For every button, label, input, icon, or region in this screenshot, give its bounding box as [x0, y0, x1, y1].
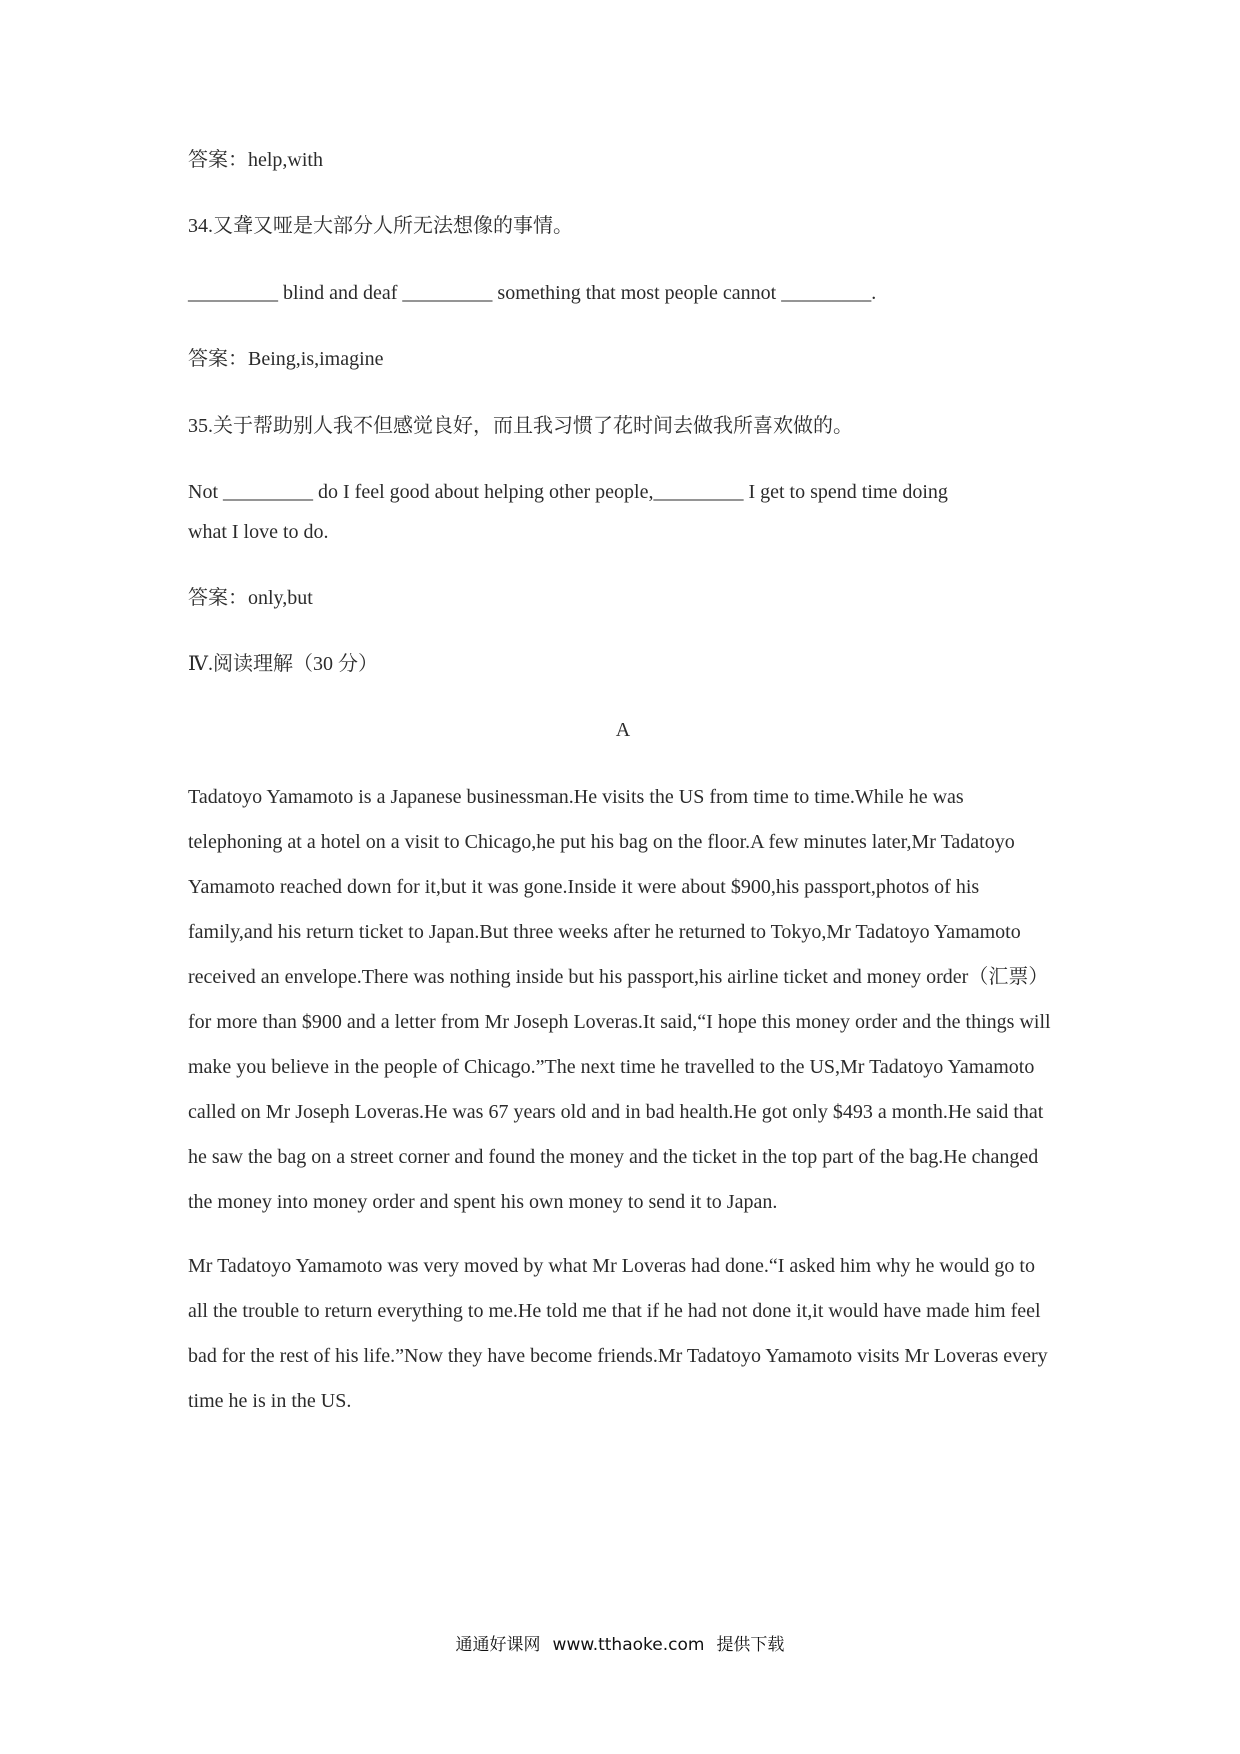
answer-34: 答案：Being,is,imagine — [188, 348, 384, 370]
footer-url: www.tthaoke.com — [552, 1635, 705, 1655]
answer-35: 答案：only,but — [188, 587, 313, 609]
document-page — [188, 0, 1058, 1754]
page-footer — [0, 1630, 1240, 1655]
question-35-chinese: 35.关于帮助别人我不但感觉良好，而且我习惯了花时间去做我所喜欢做的。 — [188, 415, 853, 437]
question-35-english-line-1: Not _________ do I feel good about helping other people,_________ I get to spend time doing — [188, 481, 948, 503]
question-34-english: _________ blind and deaf _________ something that most people cannot _________. — [188, 282, 877, 304]
passage-paragraph-1: Tadatoyo Yamamoto is a Japanese businessman.He visits the US from time to time.While he was telephoning at a hotel on a visit to Chicago,he put his bag on the floor.A few minutes later,Mr Tadatoyo Yamamoto reached down for it,but it was gone.Inside it were about $900,his passport,photos of his family,and his return ticket to Japan.But three weeks after he returned to Tokyo,Mr Tadatoyo Yamamoto received an envelope.There was nothing inside but his passport,his airline ticket and money order（汇票） for more than $900 and a letter from Mr Joseph Loveras.It said,“I hope this money order and the things will make you believe in the people of Chicago.”The next time he travelled to the US,Mr Tadatoyo Yamamoto called on Mr Joseph Loveras.He was 67 years old and in bad health.He got only $493 a month.He said that he saw the bag on a street corner and found the money and the ticket in the top part of the bag.He changed the money into money order and spent his own money to send it to Japan. — [188, 786, 1051, 1213]
footer-suffix: 提供下载 — [716, 1635, 785, 1655]
section-heading: Ⅳ.阅读理解（30 分） — [188, 653, 378, 675]
answer-33: 答案：help,with — [188, 149, 323, 171]
question-35-english-line-2: what I love to do. — [188, 521, 329, 543]
passage-label: A — [615, 719, 631, 741]
question-34-chinese: 34.又聋又哑是大部分人所无法想像的事情。 — [188, 215, 573, 237]
passage-paragraph-2: Mr Tadatoyo Yamamoto was very moved by what Mr Loveras had done.“I asked him why he would go to all the trouble to return everything to me.He told me that if he had not done it,it would have made him feel bad for the rest of his life.”Now they have become friends.Mr Tadatoyo Yamamoto visits Mr Loveras every time he is in the US. — [188, 1255, 1048, 1412]
footer-site-name: 通通好课网 — [455, 1635, 541, 1655]
